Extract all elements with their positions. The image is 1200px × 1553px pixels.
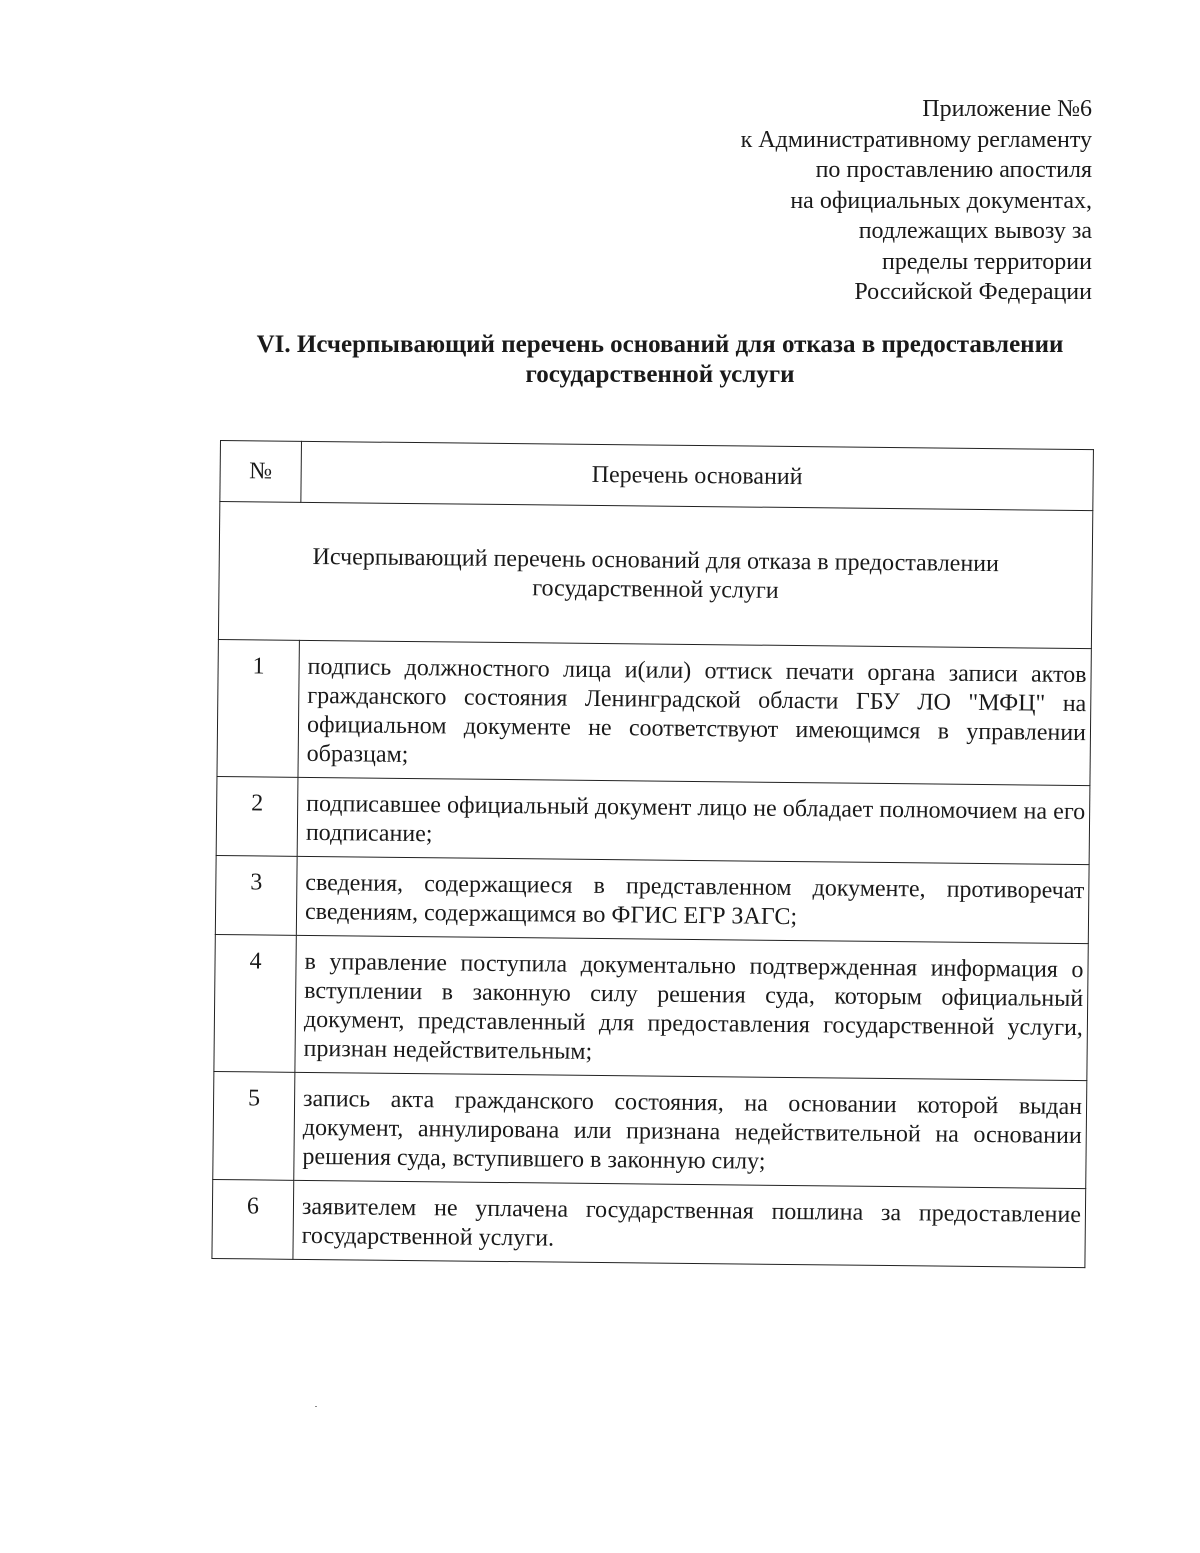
- appendix-line: подлежащих вывозу за: [858, 218, 1092, 244]
- row-text: запись акта гражданского состояния, на основании которой выдан документ, аннулирована или признана недействительной на основании решения суда, вступившего в законную силу;: [294, 1072, 1087, 1188]
- row-number: 4: [214, 934, 296, 1072]
- table-row: [215, 855, 1089, 943]
- appendix-line: Приложение №6: [922, 96, 1092, 122]
- row-text: заявителем не уплачена государственная пошлина за предоставление государственной услуги.: [293, 1180, 1086, 1267]
- appendix-line: к Административному регламенту: [740, 126, 1092, 153]
- appendix-line: на официальных документах,: [790, 187, 1092, 214]
- header-num-cell: №: [220, 441, 302, 503]
- subheader-line-1: Исчерпывающий перечень оснований для отказа в предоставлении: [312, 543, 1000, 577]
- scan-speck: [315, 1406, 317, 1407]
- table-row: [212, 1179, 1086, 1267]
- row-number: 5: [213, 1071, 295, 1180]
- row-text: подписавшее официальный документ лицо не обладает полномочием на его подписание;: [297, 777, 1090, 864]
- table-row: [213, 1071, 1087, 1188]
- section-title: [190, 330, 1130, 390]
- appendix-line: пределы территории: [882, 248, 1092, 275]
- table-row: [214, 934, 1088, 1080]
- row-number: 6: [212, 1179, 294, 1259]
- row-number: 3: [215, 855, 297, 935]
- appendix-line: Российской Федерации: [854, 279, 1092, 305]
- row-text: сведения, содержащиеся в представленном документе, противоречат сведениям, содержащимся во ФГИС ЕГР ЗАГС;: [296, 856, 1089, 943]
- table-subheader-row: [218, 502, 1092, 649]
- row-number: 2: [216, 776, 298, 856]
- section-title-line-2: государственной услуги: [525, 361, 795, 388]
- table-row: [217, 639, 1091, 785]
- table-row: [216, 776, 1090, 864]
- grounds-table: [211, 440, 1094, 1268]
- table-header-row: [220, 441, 1094, 511]
- appendix-heading: [572, 94, 1092, 308]
- appendix-line: по проставлению апостиля: [815, 157, 1092, 183]
- header-list-cell: Перечень оснований: [301, 441, 1094, 510]
- row-number: 1: [217, 639, 299, 777]
- section-title-line-1: VI. Исчерпывающий перечень оснований для отказа в предоставлении: [256, 331, 1064, 358]
- row-text: подпись должностного лица и(или) оттиск печати органа записи актов гражданского состояния Ленинградской области ГБУ ЛО "МФЦ" на официальном документе не соответствуют имеющимся в управлении образцам;: [298, 640, 1091, 785]
- row-text: в управление поступила документально подтвержденная информация о вступлении в законную силу решения суда, которым официальный документ, представленный для предоставления государственной услуги, признан недействительным;: [295, 935, 1088, 1080]
- subheader-line-2: государственной услуги: [532, 574, 779, 604]
- subheader-cell: [218, 502, 1092, 649]
